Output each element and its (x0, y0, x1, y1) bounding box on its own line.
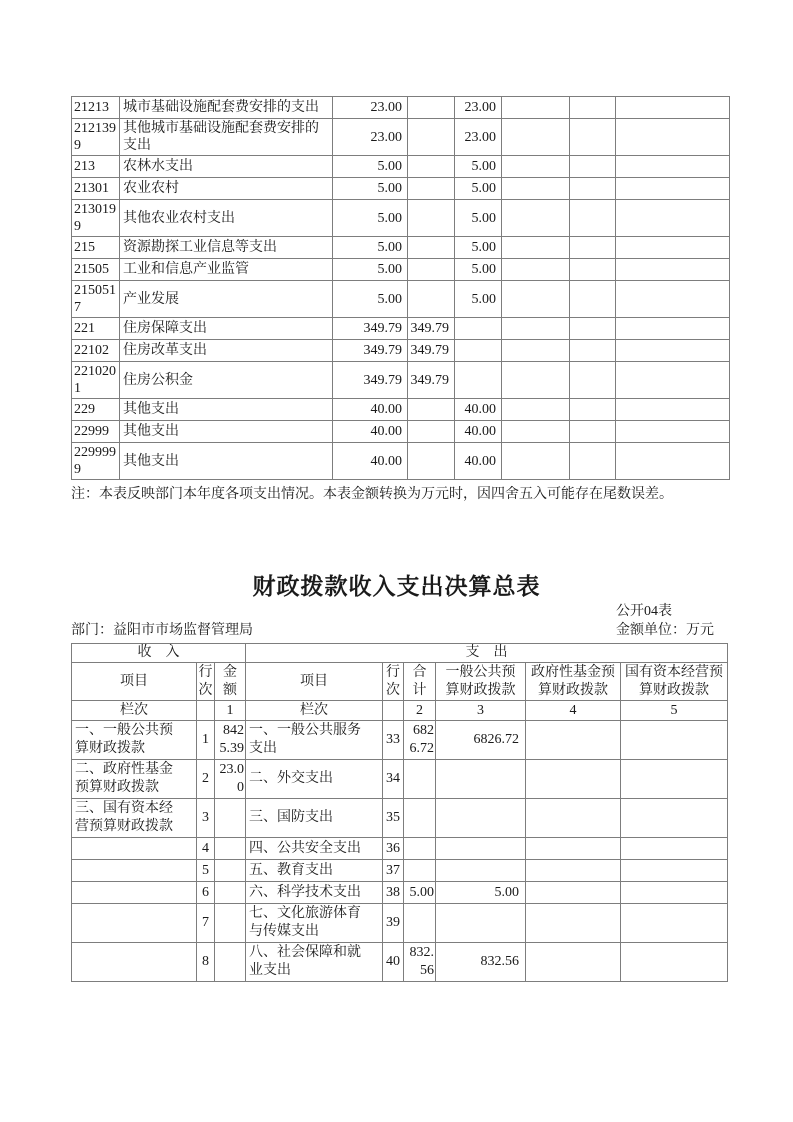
empty-cell (383, 701, 404, 721)
income-amount-cell (215, 799, 246, 838)
name-cell: 住房保障支出 (120, 318, 333, 340)
code-cell: 21505 (72, 259, 120, 281)
empty-cell (197, 701, 215, 721)
amount-cell-6 (616, 421, 730, 443)
amount-cell-5 (570, 97, 616, 119)
table-row (72, 237, 730, 259)
income-item-cell (72, 838, 197, 860)
amount-cell-4 (502, 318, 570, 340)
amount-cell-3: 23.00 (455, 97, 502, 119)
name-cell: 农林水支出 (120, 156, 333, 178)
table-row (72, 799, 728, 838)
table-row (72, 443, 730, 480)
amount-cell-3: 40.00 (455, 443, 502, 480)
code-cell: 22999 (72, 421, 120, 443)
income-amount-cell (215, 904, 246, 943)
name-cell: 其他支出 (120, 399, 333, 421)
income-item-cell: 一、一般公共预算财政拨款 (72, 721, 197, 760)
amount-cell-4 (502, 443, 570, 480)
income-line-cell: 4 (197, 838, 215, 860)
amount-cell-2 (408, 178, 455, 200)
table-row (72, 178, 730, 200)
gov-fund-cell (526, 721, 621, 760)
group-header-row (72, 644, 728, 663)
amount-cell-6 (616, 259, 730, 281)
code-cell: 21213 (72, 97, 120, 119)
column-index-row (72, 701, 728, 721)
name-cell: 其他支出 (120, 421, 333, 443)
name-cell: 城市基础设施配套费安排的支出 (120, 97, 333, 119)
table-row (72, 281, 730, 318)
expense-total-cell: 6826.72 (404, 721, 436, 760)
income-amount-cell (215, 838, 246, 860)
amount-cell-6 (616, 340, 730, 362)
expense-total-cell (404, 860, 436, 882)
income-item-header: 项目 (72, 663, 197, 701)
amount-cell-4 (502, 259, 570, 281)
amount-cell-2: 349.79 (408, 340, 455, 362)
amount-cell-3: 5.00 (455, 281, 502, 318)
amount-cell-2 (408, 237, 455, 259)
amount-cell-1: 40.00 (333, 421, 408, 443)
amount-cell-1: 5.00 (333, 156, 408, 178)
income-item-cell (72, 860, 197, 882)
general-budget-cell (436, 904, 526, 943)
unit-label: 金额单位：万元 (616, 623, 714, 638)
amount-cell-5 (570, 318, 616, 340)
amount-cell-4 (502, 399, 570, 421)
amount-cell-6 (616, 97, 730, 119)
table-row (72, 340, 730, 362)
amount-cell-1: 349.79 (333, 340, 408, 362)
name-cell: 住房公积金 (120, 362, 333, 399)
gov-fund-cell (526, 838, 621, 860)
amount-cell-6 (616, 119, 730, 156)
income-column-label: 栏次 (72, 701, 197, 721)
amount-cell-5 (570, 340, 616, 362)
state-capital-cell (621, 838, 728, 860)
code-cell: 215 (72, 237, 120, 259)
expense-item-cell: 八、社会保障和就业支出 (246, 943, 383, 982)
amount-cell-3: 23.00 (455, 119, 502, 156)
amount-cell-3: 40.00 (455, 421, 502, 443)
amount-cell-3: 40.00 (455, 399, 502, 421)
income-line-no-header: 行次 (197, 663, 215, 701)
amount-cell-3: 5.00 (455, 237, 502, 259)
state-capital-cell (621, 799, 728, 838)
amount-cell-4 (502, 281, 570, 318)
income-amount-header: 金额 (215, 663, 246, 701)
name-cell: 农业农村 (120, 178, 333, 200)
expense-column-label: 栏次 (246, 701, 383, 721)
income-line-cell: 1 (197, 721, 215, 760)
amount-cell-6 (616, 399, 730, 421)
expenditure-detail-table (71, 96, 730, 480)
income-line-cell: 2 (197, 760, 215, 799)
expense-item-cell: 三、国防支出 (246, 799, 383, 838)
state-capital-header: 国有资本经营预算财政拨款 (621, 663, 728, 701)
expense-line-cell: 35 (383, 799, 404, 838)
general-budget-cell (436, 860, 526, 882)
code-cell: 221 (72, 318, 120, 340)
expense-line-cell: 39 (383, 904, 404, 943)
amount-cell-6 (616, 362, 730, 399)
expense-line-cell: 40 (383, 943, 404, 982)
gov-fund-cell (526, 904, 621, 943)
general-budget-cell: 5.00 (436, 882, 526, 904)
expense-item-cell: 一、一般公共服务支出 (246, 721, 383, 760)
name-cell: 资源勘探工业信息等支出 (120, 237, 333, 259)
code-cell: 229 (72, 399, 120, 421)
amount-cell-2 (408, 259, 455, 281)
income-line-cell: 6 (197, 882, 215, 904)
table-note: 注：本表反映部门本年度各项支出情况。本表金额转换为万元时，因四舍五入可能存在尾数误差。 (71, 487, 673, 502)
amount-cell-5 (570, 200, 616, 237)
amount-cell-1: 349.79 (333, 318, 408, 340)
state-capital-cell (621, 943, 728, 982)
expense-line-cell: 34 (383, 760, 404, 799)
income-line-cell: 3 (197, 799, 215, 838)
amount-cell-4 (502, 178, 570, 200)
amount-cell-1: 40.00 (333, 443, 408, 480)
expense-item-header: 项目 (246, 663, 383, 701)
expense-line-cell: 33 (383, 721, 404, 760)
state-capital-cell (621, 860, 728, 882)
table-row (72, 362, 730, 399)
amount-cell-5 (570, 362, 616, 399)
table-row (72, 721, 728, 760)
state-capital-cell (621, 882, 728, 904)
summary-table (71, 643, 728, 982)
amount-cell-5 (570, 237, 616, 259)
amount-cell-4 (502, 156, 570, 178)
table-row (72, 943, 728, 982)
amount-cell-1: 40.00 (333, 399, 408, 421)
name-cell: 其他城市基础设施配套费安排的支出 (120, 119, 333, 156)
income-line-cell: 8 (197, 943, 215, 982)
amount-cell-4 (502, 340, 570, 362)
amount-cell-3 (455, 362, 502, 399)
table-row (72, 259, 730, 281)
gov-fund-header: 政府性基金预算财政拨款 (526, 663, 621, 701)
expense-item-cell: 四、公共安全支出 (246, 838, 383, 860)
state-capital-cell (621, 760, 728, 799)
name-cell: 其他支出 (120, 443, 333, 480)
amount-cell-2 (408, 443, 455, 480)
table-row (72, 760, 728, 799)
table-row (72, 156, 730, 178)
general-budget-cell: 832.56 (436, 943, 526, 982)
table-row (72, 200, 730, 237)
amount-cell-4 (502, 97, 570, 119)
amount-cell-5 (570, 178, 616, 200)
amount-cell-5 (570, 421, 616, 443)
table-row (72, 838, 728, 860)
code-cell: 2130199 (72, 200, 120, 237)
amount-cell-2 (408, 421, 455, 443)
column-number-4: 4 (526, 701, 621, 721)
income-item-cell: 三、国有资本经营预算财政拨款 (72, 799, 197, 838)
table-row (72, 399, 730, 421)
column-number-5: 5 (621, 701, 728, 721)
table-row (72, 97, 730, 119)
general-budget-cell (436, 838, 526, 860)
state-capital-cell (621, 721, 728, 760)
name-cell: 其他农业农村支出 (120, 200, 333, 237)
code-cell: 22102 (72, 340, 120, 362)
amount-cell-5 (570, 259, 616, 281)
income-item-cell: 二、政府性基金预算财政拨款 (72, 760, 197, 799)
amount-cell-2: 349.79 (408, 362, 455, 399)
table-row (72, 119, 730, 156)
amount-cell-2 (408, 399, 455, 421)
amount-cell-1: 5.00 (333, 237, 408, 259)
amount-cell-4 (502, 421, 570, 443)
amount-cell-1: 5.00 (333, 259, 408, 281)
name-cell: 住房改革支出 (120, 340, 333, 362)
amount-cell-4 (502, 119, 570, 156)
amount-cell-1: 5.00 (333, 200, 408, 237)
expense-total-cell (404, 799, 436, 838)
amount-cell-3: 5.00 (455, 259, 502, 281)
expense-total-header: 合计 (404, 663, 436, 701)
expense-line-no-header: 行次 (383, 663, 404, 701)
amount-cell-2 (408, 156, 455, 178)
amount-cell-1: 23.00 (333, 97, 408, 119)
state-capital-cell (621, 904, 728, 943)
gov-fund-cell (526, 882, 621, 904)
income-amount-cell (215, 860, 246, 882)
amount-cell-2: 349.79 (408, 318, 455, 340)
amount-cell-3: 5.00 (455, 156, 502, 178)
expense-line-cell: 38 (383, 882, 404, 904)
amount-cell-6 (616, 443, 730, 480)
gov-fund-cell (526, 760, 621, 799)
amount-cell-4 (502, 200, 570, 237)
expense-total-cell (404, 838, 436, 860)
expense-total-cell (404, 760, 436, 799)
code-cell: 2150517 (72, 281, 120, 318)
table-row (72, 421, 730, 443)
expense-line-cell: 37 (383, 860, 404, 882)
column-number-1: 1 (215, 701, 246, 721)
income-line-cell: 5 (197, 860, 215, 882)
table-row (72, 318, 730, 340)
expense-group-header: 支 出 (246, 644, 728, 663)
expense-total-cell: 832.56 (404, 943, 436, 982)
code-cell: 2299999 (72, 443, 120, 480)
amount-cell-5 (570, 281, 616, 318)
expense-item-cell: 二、外交支出 (246, 760, 383, 799)
amount-cell-5 (570, 399, 616, 421)
amount-cell-6 (616, 281, 730, 318)
income-amount-cell (215, 882, 246, 904)
amount-cell-1: 349.79 (333, 362, 408, 399)
amount-cell-5 (570, 156, 616, 178)
amount-cell-4 (502, 237, 570, 259)
expense-item-cell: 五、教育支出 (246, 860, 383, 882)
amount-cell-2 (408, 200, 455, 237)
amount-cell-2 (408, 119, 455, 156)
amount-cell-5 (570, 443, 616, 480)
code-cell: 21301 (72, 178, 120, 200)
amount-cell-6 (616, 318, 730, 340)
general-budget-cell: 6826.72 (436, 721, 526, 760)
table-row (72, 860, 728, 882)
amount-cell-3: 5.00 (455, 200, 502, 237)
income-item-cell (72, 943, 197, 982)
income-group-header: 收 入 (72, 644, 246, 663)
page-title: 财政拨款收入支出决算总表 (252, 573, 541, 599)
amount-cell-1: 5.00 (333, 281, 408, 318)
column-number-3: 3 (436, 701, 526, 721)
name-cell: 工业和信息产业监管 (120, 259, 333, 281)
amount-cell-3: 5.00 (455, 178, 502, 200)
amount-cell-5 (570, 119, 616, 156)
column-header-row (72, 663, 728, 701)
income-item-cell (72, 882, 197, 904)
table-code-label: 公开04表 (616, 604, 672, 619)
amount-cell-1: 23.00 (333, 119, 408, 156)
gov-fund-cell (526, 860, 621, 882)
amount-cell-2 (408, 281, 455, 318)
general-budget-cell (436, 799, 526, 838)
expense-item-cell: 七、文化旅游体育与传媒支出 (246, 904, 383, 943)
amount-cell-3 (455, 318, 502, 340)
gov-fund-cell (526, 943, 621, 982)
income-item-cell (72, 904, 197, 943)
amount-cell-1: 5.00 (333, 178, 408, 200)
amount-cell-6 (616, 156, 730, 178)
income-amount-cell: 8425.39 (215, 721, 246, 760)
income-amount-cell: 23.00 (215, 760, 246, 799)
income-line-cell: 7 (197, 904, 215, 943)
amount-cell-4 (502, 362, 570, 399)
code-cell: 213 (72, 156, 120, 178)
expense-total-cell (404, 904, 436, 943)
general-budget-cell (436, 760, 526, 799)
amount-cell-6 (616, 237, 730, 259)
income-amount-cell (215, 943, 246, 982)
amount-cell-2 (408, 97, 455, 119)
amount-cell-6 (616, 178, 730, 200)
general-budget-header: 一般公共预算财政拨款 (436, 663, 526, 701)
code-cell: 2121399 (72, 119, 120, 156)
expense-total-cell: 5.00 (404, 882, 436, 904)
code-cell: 2210201 (72, 362, 120, 399)
table-row (72, 882, 728, 904)
name-cell: 产业发展 (120, 281, 333, 318)
amount-cell-6 (616, 200, 730, 237)
column-number-2: 2 (404, 701, 436, 721)
table-row (72, 904, 728, 943)
expense-item-cell: 六、科学技术支出 (246, 882, 383, 904)
expense-line-cell: 36 (383, 838, 404, 860)
amount-cell-3 (455, 340, 502, 362)
gov-fund-cell (526, 799, 621, 838)
department-label: 部门：益阳市市场监督管理局 (71, 623, 253, 638)
